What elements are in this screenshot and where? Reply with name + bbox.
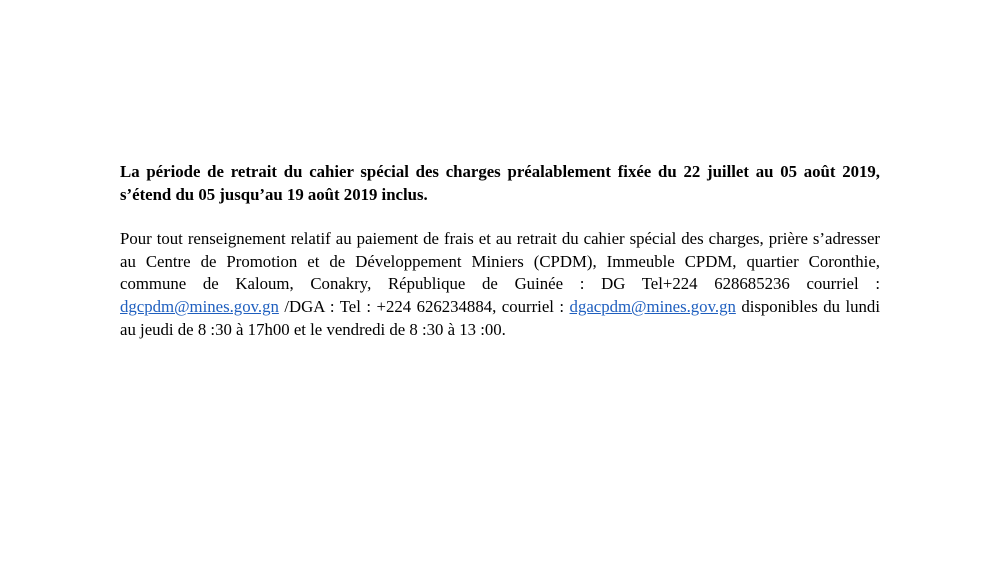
- email-link-dga[interactable]: dgacpdm@mines.gov.gn: [569, 296, 736, 316]
- document-body: [120, 161, 880, 341]
- email-link-dg[interactable]: dgcpdm@mines.gov.gn: [120, 296, 279, 316]
- info-text-part3: disponibles du lundi au jeudi de 8 :30 à 17h00 et le vendredi de 8 :30 à 13 :00.: [120, 296, 880, 339]
- info-text-part1: Pour tout renseignement relatif au paiement de frais et au retrait du cahier spécial des charges, prière s’adresser au Centre de Promotion et de Développement Miniers (CPDM), Immeuble CPDM, quartier Coronthie, commune de Kaloum, Conakry, République de Guinée : DG Tel+224 628685236 courriel :: [120, 229, 880, 294]
- paragraph-spacer: [120, 206, 880, 228]
- notice-paragraph: La période de retrait du cahier spécial des charges préalablement fixée du 22 juillet au 05 août 2019, s’étend du 05 jusqu’au 19 août 2019 inclus.: [120, 162, 880, 204]
- info-text-part2: /DGA : Tel : +224 626234884, courriel :: [284, 296, 565, 316]
- info-paragraph: [120, 228, 880, 341]
